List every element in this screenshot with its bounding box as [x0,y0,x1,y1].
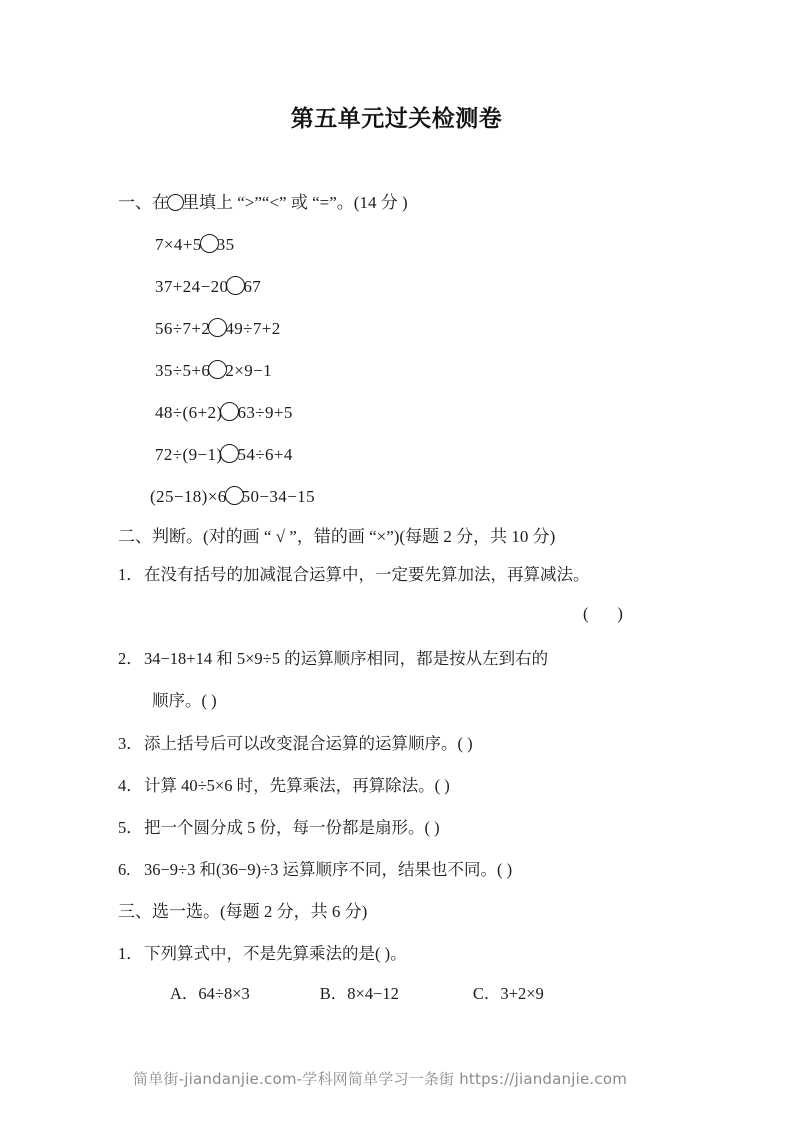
comparison-expression-2 [155,275,261,299]
question-text: 把一个圆分成 5 份，每一份都是扇形。( ) [144,818,440,837]
judgment-question-3 [118,731,473,757]
section-one-heading-prefix: 一、在 [118,193,169,212]
footer-watermark: 简单街-jiandanjie.com-学科网简单学习一条街 https://jiandanjie.com [133,1070,628,1088]
judgment-question-4 [118,773,450,799]
comparison-expression-5 [155,401,293,425]
expression-right: 2×9−1 [225,361,273,380]
expression-right: 35 [216,235,235,254]
section-three-heading: 三、选一选。(每题 2 分，共 6 分) [118,902,368,921]
expression-right: 49÷7+2 [225,319,281,338]
question-number: 6. [118,860,131,879]
comparison-expression-6 [155,443,293,467]
question-text: 34−18+14 和 5×9÷5 的运算顺序相同，都是按从左到右的 [144,649,549,668]
section-one-heading-suffix: 里填上 “>”“<” 或 “=”。(14 分 ) [182,193,408,212]
question-number: 2． [118,649,143,668]
expression-right: 50−34−15 [241,487,315,506]
judgment-question-6 [118,857,512,883]
comparison-expression-7 [150,485,315,509]
expression-left: 7×4+5 [155,235,202,254]
expression-right: 54÷6+4 [237,445,293,464]
question-number: 3． [118,734,143,753]
question-text: 添上括号后可以改变混合运算的运算顺序。( ) [144,734,473,753]
choice-option-c[interactable]: C．3+2×9 [472,984,544,1003]
choice-question-1 [118,941,407,967]
choice-option-a[interactable]: A．64÷8×3 [170,984,250,1003]
section-one-heading [118,190,408,216]
choice-options-row [170,981,544,1007]
judgment-question-2 [118,646,548,672]
question-text: 在没有括号的加减混合运算中，一定要先算加法，再算减法。 [144,565,590,584]
expression-right: 63÷9+5 [237,403,293,422]
comparison-expression-4 [155,359,272,383]
judgment-question-5 [118,815,440,841]
section-two-heading: 二、判断。(对的画 “ √ ”，错的画 “×”)(每题 2 分，共 10 分) [118,527,556,546]
judgment-answer-blank-1[interactable]: ( ) [583,604,623,623]
question-number: 1． [118,944,143,963]
question-number: 4． [118,776,143,795]
expression-left: 56÷7+2 [155,319,211,338]
question-text: 计算 40÷5×6 时，先算乘法，再算除法。( ) [144,776,450,795]
comparison-expression-1 [155,233,235,257]
question-number: 5． [118,818,143,837]
question-text: 下列算式中，不是先算乘法的是( )。 [144,944,407,963]
expression-left: (25−18)×6 [150,487,227,506]
comparison-expression-3 [155,317,281,341]
question-text: 36−9÷3 和(36−9)÷3 运算顺序不同，结果也不同。( ) [144,860,513,879]
expression-right: 67 [243,277,262,296]
question-number: 1． [118,565,143,584]
expression-left: 48÷(6+2) [155,403,223,422]
choice-option-b[interactable]: B．8×4−12 [319,984,399,1003]
judgment-question-1 [118,562,590,588]
expression-left: 72÷(9−1) [155,445,223,464]
judgment-question-2-line2[interactable]: 顺序。( ) [152,691,217,710]
expression-left: 35÷5+6 [155,361,211,380]
expression-left: 37+24−20 [155,277,229,296]
page-title: 第五单元过关检测卷 [290,106,503,132]
